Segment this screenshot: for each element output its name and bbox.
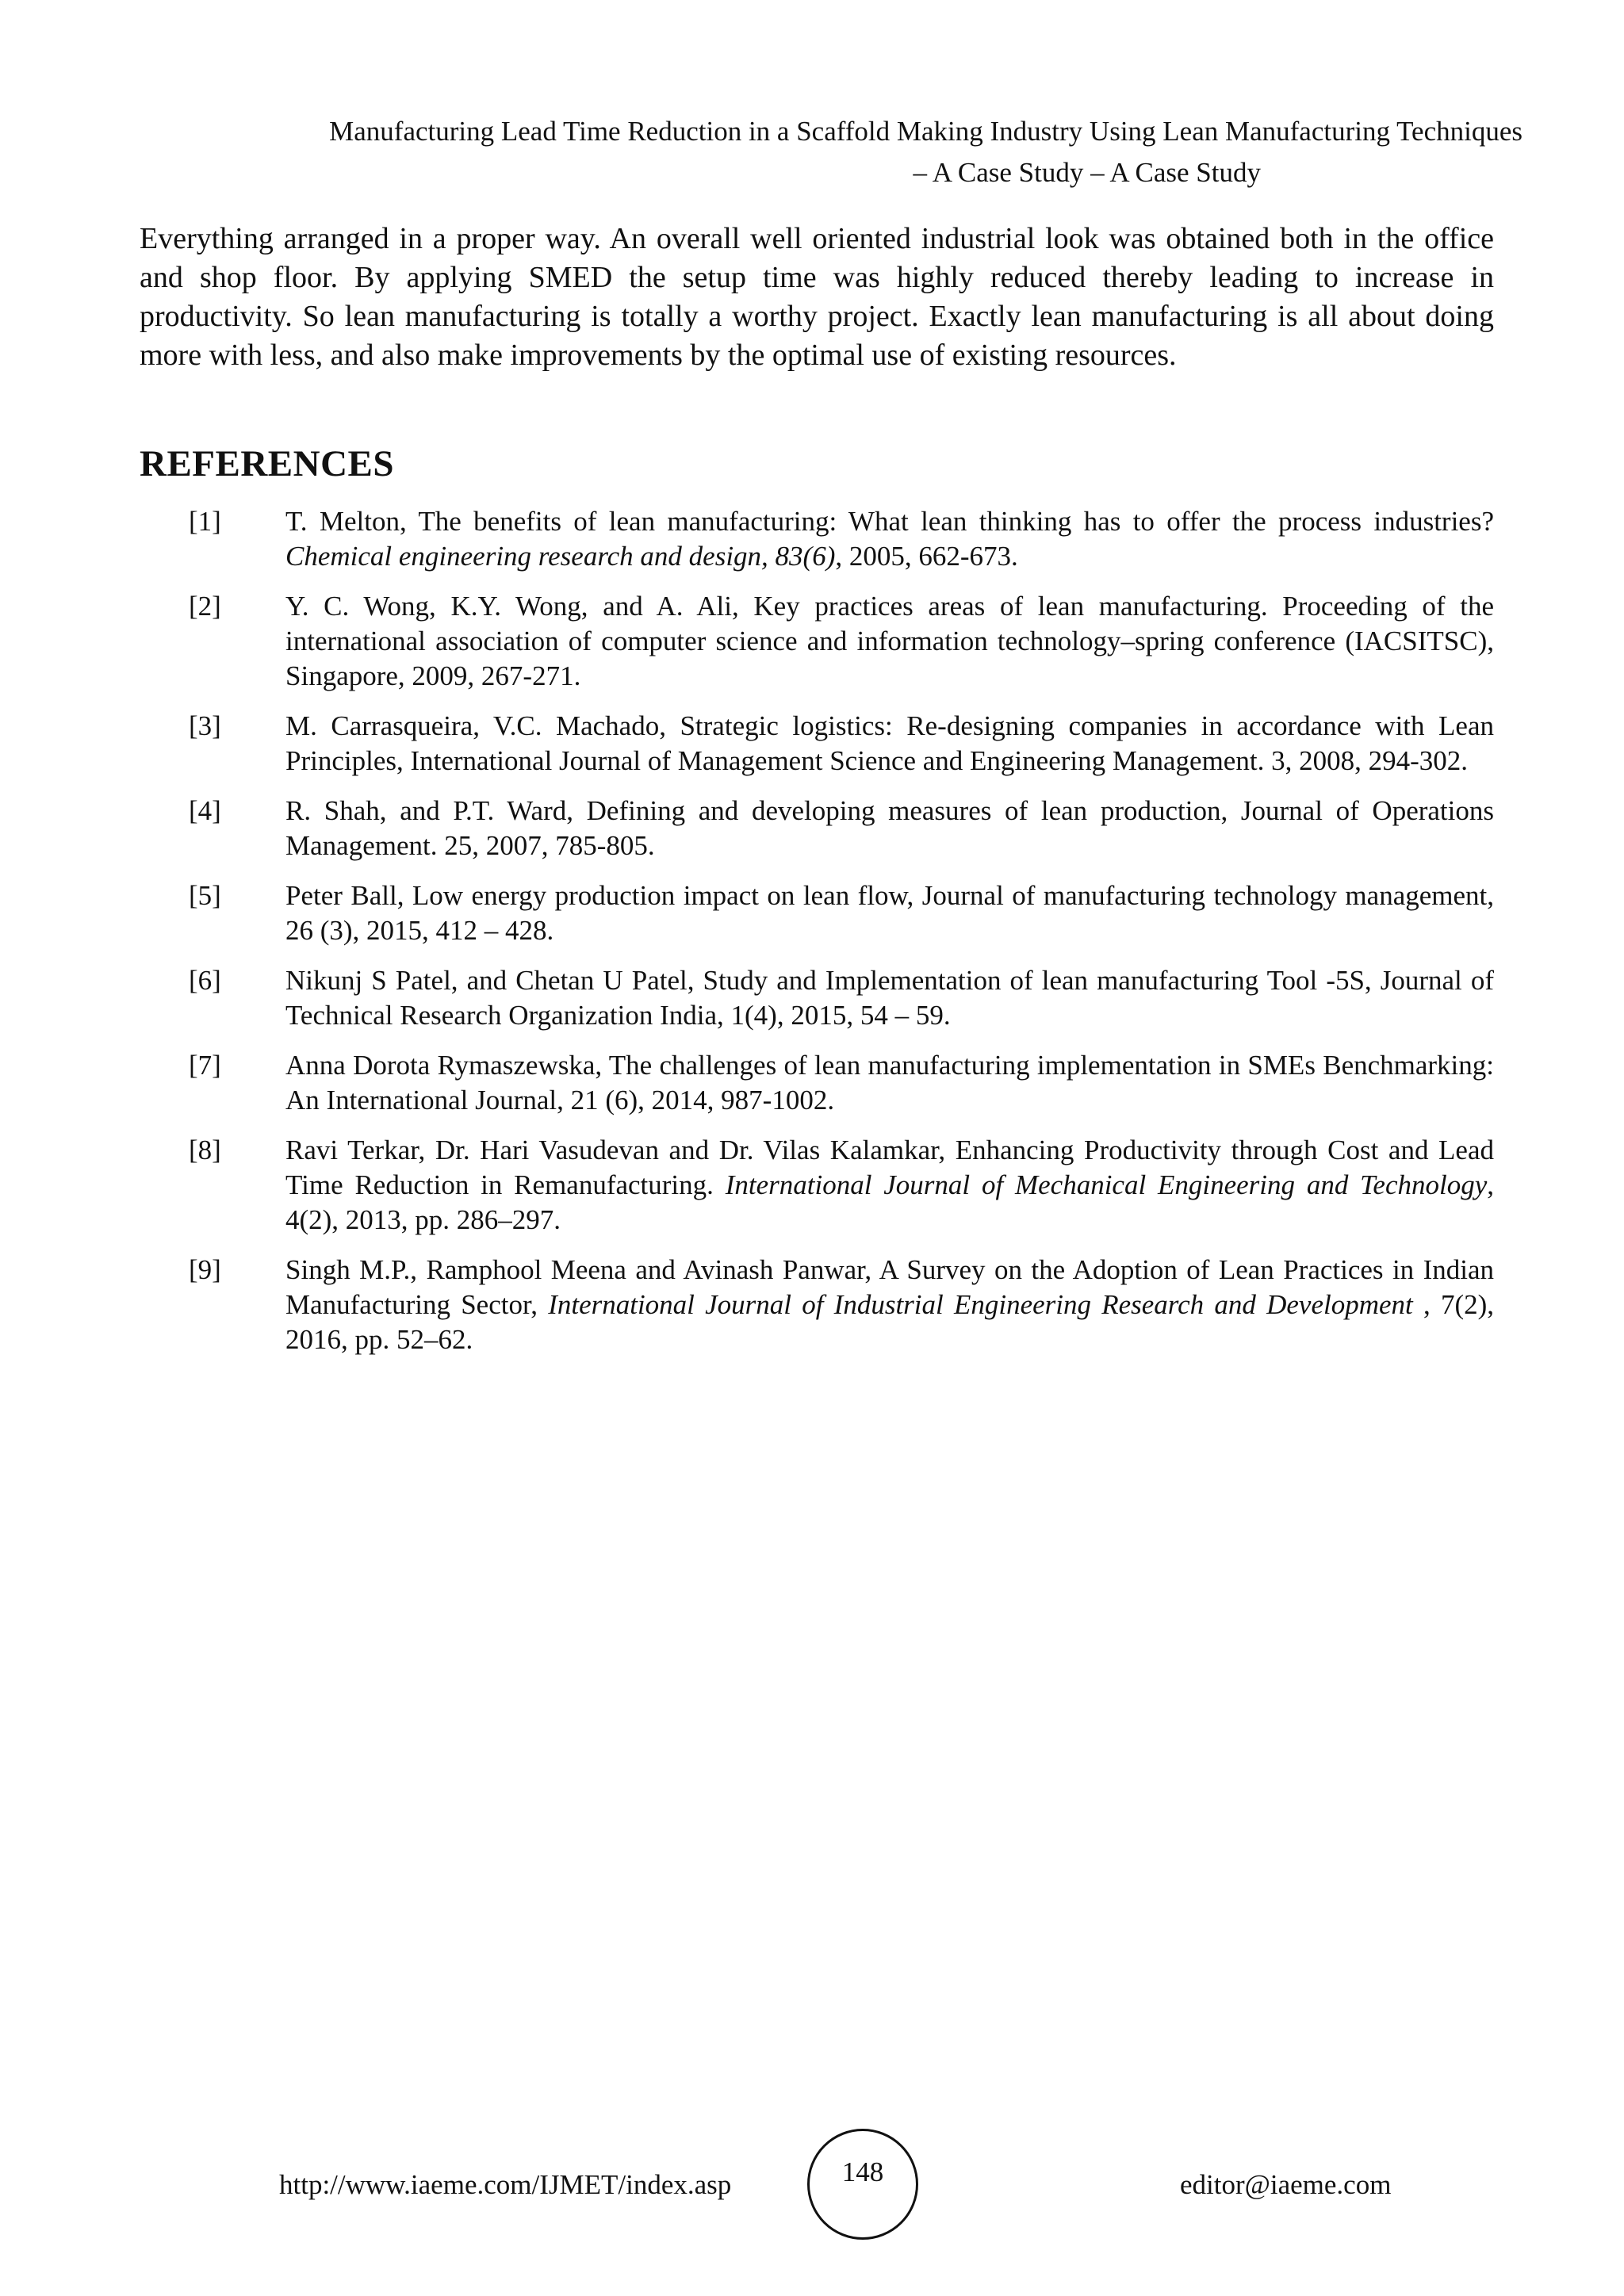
- reference-number: [8]: [189, 1135, 221, 1165]
- reference-text-part: M. Carrasqueira, V.C. Machado, Strategic logistics: Re-designing companies in accordance with Lean Principles, International Journal of Management Science and Engineering Management. 3, 2008, 294-302.: [285, 710, 1494, 776]
- reference-item: [140, 1253, 1494, 1357]
- reference-item: [140, 963, 1494, 1033]
- reference-item: [140, 504, 1494, 574]
- reference-text-part: , 2005, 662-673.: [835, 541, 1018, 572]
- reference-number: [4]: [189, 795, 221, 826]
- reference-text-part: , 4(2), 2013, pp. 286–297.: [285, 1169, 1494, 1235]
- reference-text-part: , 7(2), 2016, pp. 52–62.: [285, 1289, 1495, 1355]
- reference-number: [9]: [189, 1254, 221, 1285]
- references-list: [140, 504, 1494, 1372]
- reference-italic-source: Chemical engineering research and design, 83(6): [285, 541, 836, 572]
- reference-text: [285, 504, 1494, 574]
- reference-text: [285, 1133, 1494, 1238]
- reference-text-part: Ravi Terkar, Dr. Hari Vasudevan and Dr. Vilas Kalamkar, Enhancing Productivity through Cost and Lead Time Reduction in Remanufacturing.: [285, 1135, 1494, 1200]
- reference-item: [140, 589, 1494, 694]
- reference-text: [285, 1048, 1494, 1118]
- footer-email-link[interactable]: editor@iaeme.com: [1180, 2169, 1392, 2200]
- reference-text-part: Singh M.P., Ramphool Meena and Avinash Panwar, A Survey on the Adoption of Lean Practices in Indian Manufacturing Sector,: [285, 1254, 1494, 1320]
- reference-text-part: Anna Dorota Rymaszewska, The challenges of lean manufacturing implementation in SMEs Benchmarking: An International Journal, 21 (6), 2014, 987-1002.: [285, 1050, 1494, 1115]
- conclusion-paragraph: Everything arranged in a proper way. An overall well oriented industrial look was obtained both in the office and shop floor. By applying SMED the setup time was highly reduced thereby leading to increase in productivity. So lean manufacturing is totally a worthy project. Exactly lean manufacturing is all about doing more with less, and also make improvements by the optimal use of existing resources.: [140, 222, 1494, 372]
- reference-text: [285, 589, 1494, 694]
- reference-text: [285, 709, 1494, 779]
- reference-item: [140, 709, 1494, 779]
- reference-text-part: Nikunj S Patel, and Chetan U Patel, Study and Implementation of lean manufacturing Tool -5S, Journal of Technical Research Organization India, 1(4), 2015, 54 – 59.: [285, 965, 1494, 1031]
- footer-website-link[interactable]: http://www.iaeme.com/IJMET/index.asp: [279, 2169, 732, 2200]
- references-heading: REFERENCES: [140, 443, 395, 484]
- reference-text-part: R. Shah, and P.T. Ward, Defining and developing measures of lean production, Journal of Operations Management. 25, 2007, 785-805.: [285, 795, 1494, 861]
- reference-italic-source: International Journal of Mechanical Engineering and Technology: [725, 1169, 1488, 1200]
- reference-italic-source: International Journal of Industrial Engineering Research and Development: [548, 1289, 1413, 1320]
- running-header-title: Manufacturing Lead Time Reduction in a Scaffold Making Industry Using Lean Manufacturing Techniques: [329, 116, 1522, 147]
- page-number: 148: [841, 2156, 884, 2187]
- reference-number: [3]: [189, 710, 221, 741]
- reference-item: [140, 1048, 1494, 1118]
- reference-number: [1]: [189, 506, 221, 537]
- reference-number: [2]: [189, 591, 221, 622]
- reference-number: [6]: [189, 965, 221, 996]
- reference-item: [140, 1133, 1494, 1238]
- reference-item: [140, 878, 1494, 948]
- reference-text-part: Y. C. Wong, K.Y. Wong, and A. Ali, Key practices areas of lean manufacturing. Proceeding of the international association of computer science and information technology–spring conference (IACSITSC), Singapore, 2009, 267-271.: [285, 591, 1494, 691]
- reference-text: [285, 1253, 1494, 1357]
- reference-text: [285, 878, 1494, 948]
- reference-text: [285, 963, 1494, 1033]
- page-number-badge: [807, 2129, 918, 2240]
- running-header: [143, 111, 1522, 193]
- reference-number: [7]: [189, 1050, 221, 1081]
- reference-item: [140, 794, 1494, 863]
- reference-text-part: Peter Ball, Low energy production impact on lean flow, Journal of manufacturing technology management, 26 (3), 2015, 412 – 428.: [285, 880, 1494, 946]
- reference-text-part: T. Melton, The benefits of lean manufacturing: What lean thinking has to offer the process industries?: [285, 506, 1494, 537]
- reference-number: [5]: [189, 880, 221, 911]
- reference-text: [285, 794, 1494, 863]
- running-header-subtitle: – A Case Study – A Case Study: [913, 157, 1261, 188]
